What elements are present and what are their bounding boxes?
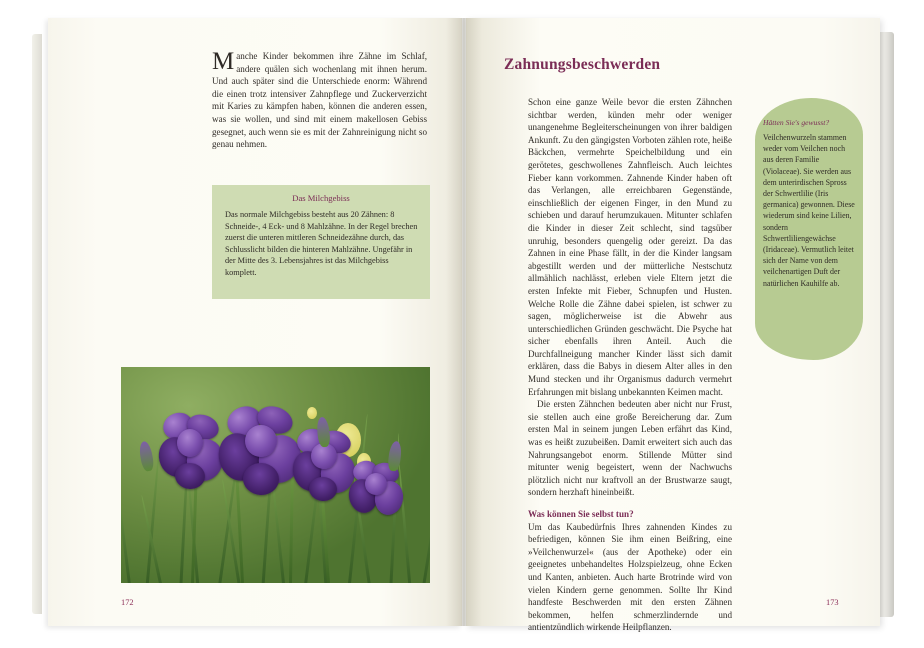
intro-text: anche Kinder bekommen ihre Zähne im Schlaf, andere quälen sich wochenlang mit ihnen herum. Und auch später sind die Unterschiede enorm: Während die einen trotz intensiver Zahnpflege und Zuckerverzicht mit Karies zu kämpfen haben, können die anderen essen, was sie wollen, und sind mit einem makellosen Gebiss gesegnet, auch wenn sie es mit der Zahnreinigung nicht so genau nehmen.: [212, 51, 427, 150]
paragraph-spacer: [528, 499, 732, 508]
section-subheading: Was können Sie selbst tun?: [528, 509, 634, 519]
right-page-body: [528, 96, 732, 634]
info-box-text: Das normale Milchgebiss besteht aus 20 Zähnen: 8 Schneide-, 4 Eck- und 8 Mahlzähne. In der Regel brechen zuerst die unteren mittleren Schneidezähne durch, das Schlusslicht bilden die hinteren Mahlzähne. Ungefähr in der Mitte des 3. Lebensjahres ist das Milchgebiss komplett.: [225, 210, 418, 277]
info-box-milchgebiss: [212, 185, 430, 299]
iris-photo: [121, 367, 430, 583]
page-number-left: 172: [121, 598, 134, 607]
iris-flower: [349, 461, 411, 525]
callout-title: Hätten Sie's gewusst?: [763, 118, 830, 127]
open-book: [38, 18, 894, 633]
right-page: [466, 18, 880, 633]
drop-cap: M: [212, 48, 235, 75]
body-paragraph-3: Um das Kaubedürfnis Ihres zahnenden Kindes zu befriedigen, können Sie ihm einen Beißring, eine »Veilchenwurzel« (aus der Apotheke) oder ein geeignetes unbehandeltes Holzspielzeug, ohne Ecken und Kanten, anbieten. Auch harte Brotrinde wird von vielen Kindern gerne genommen. Sollte Ihr Kind handfeste Beschwerden mit den ersten Zähnen bekommen, helfen schmerzlindernde und antientzündlich wirkende Heilpflanzen.: [528, 521, 732, 633]
info-box-title: Das Milchgebiss: [292, 193, 350, 203]
page-title: Zahnungsbeschwerden: [504, 56, 661, 73]
callout-text: Veilchenwurzeln stammen weder vom Veilchen noch aus deren Familie (Violaceae). Sie werden aus dem unterirdischen Spross der Schwertlilie (Iris germanica) gewonnen. Diese wiederum sind keine Lilien, sondern Schwertliliengewächse (Iridaceae). Vermutlich leitet sich der Name von dem veilchenartigen Duft der natürlichen Kauhilfe ab.: [763, 133, 855, 288]
left-page-intro-paragraph: [212, 50, 427, 151]
body-paragraph-2: Die ersten Zähnchen bedeuten aber nicht nur Frust, sie stellen auch eine große Bereicherung dar. Zum ersten Mal in seinem jungen Leben erfährt das Kind, was es heißt zuzubeißen. Damit erweitert sich auch das Nahrungsangebot enorm. Stillende Mütter sind mitunter wenig begeistert, wenn der Nachwuchs plötzlich nicht nur kraftvoll an der Brustwarze saugt, sondern herzhaft hineinbeißt.: [528, 399, 732, 498]
body-paragraph-1: Schon eine ganze Weile bevor die ersten Zähnchen sichtbar werden, künden mehr oder weniger unangenehme Begleiterscheinungen von ihrer baldigen Ankunft. Zu den gängigsten Vorboten zählen rote, heiße Bäckchen, vermehrte Speichelbildung und ein gerötetes, geschwollenes Zahnfleisch. Auch leichtes Fieber kann vorkommen. Zahnende Kinder haben oft das Verlangen, alle erreichbaren Gegenstände, einschließlich der eigenen Finger, in den Mund zu schieben und darauf herumzukauen. Mitunter schlafen die Kinder in dieser Zeit schlecht, sind tagsüber unruhig, besonders quengelig oder gereizt. Da das Zahnen in eine Phase fällt, in der die Kinder langsam abgestillt werden und der mütterliche Nestschutz allmählich nachlässt, erleben viele Eltern jetzt die ersten Infekte mit Fieber, Schnupfen und Husten. Welche Rolle die Zähne dabei spielen, ist schwer zu sagen, möglicherweise ist die Abwehr aus unterschiedlichen Gründen geschwächt. Die Psyche hat sicher ebenfalls ihren Anteil. Auch die Durchfallneigung mancher Kinder lässt sich damit erklären, dass die Babys in diesem Alter alles in den Mund stecken und ihr Organismus dadurch vermehrt Erfahrungen mit bislang unbekannten Keimen macht.: [528, 97, 732, 397]
left-page: [48, 18, 462, 626]
page-edge-left: [32, 34, 42, 614]
page-number-right: 173: [826, 598, 839, 607]
